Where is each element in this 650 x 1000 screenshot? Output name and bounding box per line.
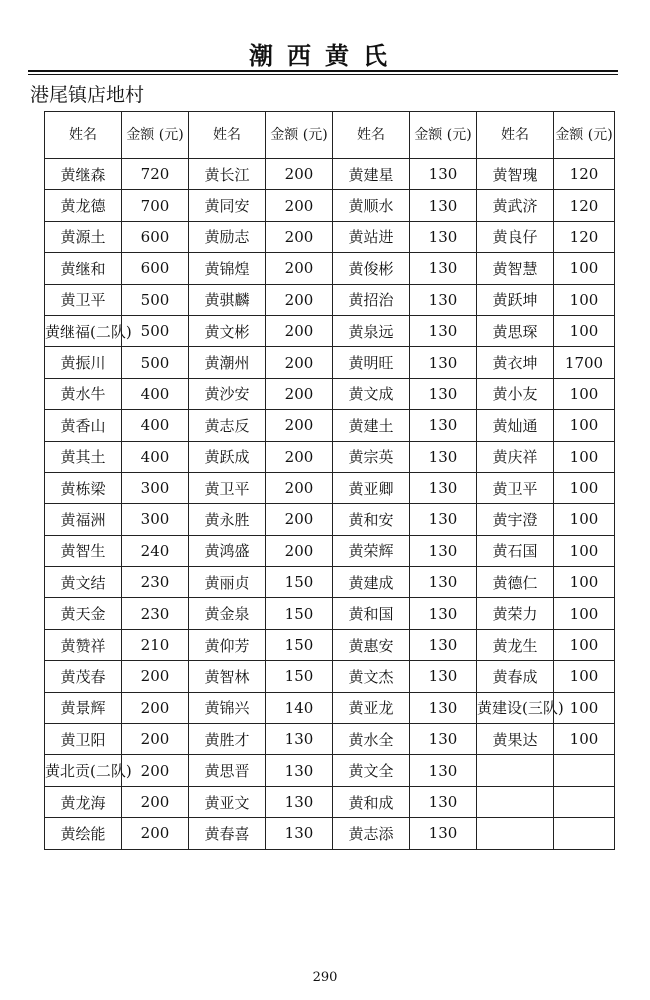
page-number: 290 [312,970,338,985]
donor-name-cell: 黄和成 [333,786,410,817]
donor-amount-cell: 200 [266,347,333,378]
donor-name-cell: 黄卫平 [189,472,266,503]
donor-amount-cell: 130 [410,567,477,598]
donor-name-cell: 黄荣辉 [333,535,410,566]
donor-name-cell: 黄良仔 [477,221,554,252]
donor-name-cell: 黄龙生 [477,629,554,660]
donor-amount-cell: 200 [266,190,333,221]
donor-name-cell: 黄智生 [45,535,122,566]
donor-amount-cell: 200 [266,159,333,190]
donor-amount-cell: 400 [122,378,189,409]
donor-name-cell: 黄景辉 [45,692,122,723]
donor-name-cell: 黄智慧 [477,253,554,284]
donor-amount-cell: 130 [410,378,477,409]
donor-name-cell: 黄春喜 [189,818,266,849]
column-header-amount: 金额 (元) [266,112,333,159]
donor-amount-cell: 200 [122,818,189,849]
donor-amount-cell: 200 [122,661,189,692]
donor-amount-cell: 120 [554,159,615,190]
column-header-amount: 金额 (元) [122,112,189,159]
donor-amount-cell: 150 [266,567,333,598]
donor-amount-cell: 200 [266,504,333,535]
donor-name-cell: 黄卫平 [477,472,554,503]
donor-amount-cell [554,786,615,817]
donor-amount-cell: 1700 [554,347,615,378]
donor-amount-cell: 130 [410,535,477,566]
donor-name-cell: 黄其土 [45,441,122,472]
donor-amount-cell: 100 [554,535,615,566]
donor-name-cell: 黄骐麟 [189,284,266,315]
table-row [45,504,615,535]
donor-amount-cell: 100 [554,567,615,598]
donor-name-cell: 黄福洲 [45,504,122,535]
donor-name-cell: 黄鸿盛 [189,535,266,566]
donor-amount-cell: 130 [266,786,333,817]
donor-name-cell: 黄栋梁 [45,472,122,503]
column-header-name: 姓名 [189,112,266,159]
donor-name-cell: 黄武济 [477,190,554,221]
donor-amount-cell: 100 [554,315,615,346]
donor-amount-cell: 200 [122,755,189,786]
donor-name-cell: 黄德仁 [477,567,554,598]
donor-amount-cell: 300 [122,472,189,503]
donor-name-cell: 黄和国 [333,598,410,629]
donor-amount-cell: 130 [410,441,477,472]
donor-amount-cell: 210 [122,629,189,660]
donor-amount-cell: 100 [554,629,615,660]
section-title: 港尾镇店地村 [30,84,145,106]
donor-amount-cell: 500 [122,284,189,315]
column-header-amount: 金额 (元) [410,112,477,159]
column-header-name: 姓名 [477,112,554,159]
donor-amount-cell: 200 [266,378,333,409]
donor-name-cell: 黄建星 [333,159,410,190]
table-row [45,567,615,598]
donor-amount-cell: 200 [266,221,333,252]
donor-name-cell: 黄绘能 [45,818,122,849]
donor-name-cell: 黄思琛 [477,315,554,346]
donor-amount-cell: 200 [266,472,333,503]
donor-amount-cell: 130 [410,253,477,284]
donor-amount-cell: 100 [554,284,615,315]
table-row [45,253,615,284]
donor-name-cell: 黄跃坤 [477,284,554,315]
donor-amount-cell: 150 [266,598,333,629]
donor-name-cell: 黄宗英 [333,441,410,472]
donor-name-cell: 黄亚龙 [333,692,410,723]
donor-amount-cell: 200 [266,284,333,315]
donor-name-cell: 黄龙海 [45,786,122,817]
donor-name-cell: 黄招治 [333,284,410,315]
donor-amount-cell: 120 [554,190,615,221]
donor-amount-cell: 200 [266,410,333,441]
column-header-amount: 金额 (元) [554,112,615,159]
donor-amount-cell: 130 [266,755,333,786]
donor-name-cell: 黄志添 [333,818,410,849]
donor-name-cell: 黄茂春 [45,661,122,692]
donor-name-cell: 黄继和 [45,253,122,284]
donor-name-cell: 黄泉远 [333,315,410,346]
donor-amount-cell: 130 [410,598,477,629]
donor-name-cell: 黄灿通 [477,410,554,441]
donor-amount-cell: 200 [266,441,333,472]
donor-name-cell: 黄文全 [333,755,410,786]
donor-name-cell: 黄建成 [333,567,410,598]
donor-name-cell: 黄亚文 [189,786,266,817]
table-row [45,755,615,786]
donor-name-cell: 黄站进 [333,221,410,252]
donor-name-cell: 黄同安 [189,190,266,221]
donor-name-cell: 黄庆祥 [477,441,554,472]
donor-amount-cell: 200 [266,315,333,346]
donor-amount-cell: 100 [554,472,615,503]
donor-amount-cell: 130 [410,818,477,849]
donor-amount-cell: 100 [554,692,615,723]
donor-amount-cell: 300 [122,504,189,535]
donor-amount-cell: 130 [410,755,477,786]
donor-amount-cell: 130 [410,661,477,692]
donor-amount-cell: 100 [554,410,615,441]
donor-amount-cell: 200 [266,535,333,566]
donor-name-cell: 黄北贡(二队) [45,755,122,786]
table-row [45,347,615,378]
table-row [45,221,615,252]
donor-amount-cell: 500 [122,347,189,378]
donor-amount-cell: 720 [122,159,189,190]
donor-amount-cell: 100 [554,504,615,535]
donor-name-cell: 黄继森 [45,159,122,190]
donor-name-cell: 黄志反 [189,410,266,441]
donor-table [44,111,615,850]
donor-name-cell: 黄果达 [477,724,554,755]
donor-name-cell: 黄文成 [333,378,410,409]
donor-amount-cell: 130 [410,724,477,755]
donor-amount-cell: 130 [410,786,477,817]
donor-name-cell: 黄丽贞 [189,567,266,598]
donor-amount-cell: 130 [410,629,477,660]
donor-amount-cell: 100 [554,253,615,284]
donor-amount-cell: 400 [122,410,189,441]
table-header-row [45,112,615,159]
donor-amount-cell: 230 [122,598,189,629]
donor-name-cell: 黄亚卿 [333,472,410,503]
donor-amount-cell: 500 [122,315,189,346]
donor-amount-cell: 200 [122,786,189,817]
donor-name-cell: 黄惠安 [333,629,410,660]
donor-name-cell: 黄文杰 [333,661,410,692]
donor-name-cell: 黄卫平 [45,284,122,315]
table-row [45,786,615,817]
donor-amount-cell [554,755,615,786]
donor-name-cell: 黄香山 [45,410,122,441]
donor-amount-cell: 200 [122,692,189,723]
donor-amount-cell: 130 [410,692,477,723]
donor-name-cell: 黄衣坤 [477,347,554,378]
donor-name-cell: 黄和安 [333,504,410,535]
header-rule-thin [28,74,618,75]
donor-name-cell: 黄思晋 [189,755,266,786]
donor-amount-cell: 600 [122,221,189,252]
donor-name-cell: 黄跃成 [189,441,266,472]
donor-name-cell: 黄锦煌 [189,253,266,284]
table-row [45,441,615,472]
donor-name-cell: 黄长江 [189,159,266,190]
donor-amount-cell: 240 [122,535,189,566]
donor-name-cell: 黄天金 [45,598,122,629]
donor-name-cell: 黄宇澄 [477,504,554,535]
table-row [45,661,615,692]
donor-amount-cell: 140 [266,692,333,723]
donor-amount-cell: 100 [554,378,615,409]
donor-amount-cell: 130 [266,818,333,849]
donor-amount-cell: 130 [266,724,333,755]
donor-name-cell: 黄胜才 [189,724,266,755]
donor-name-cell: 黄建设(三队) [477,692,554,723]
donor-name-cell: 黄继福(二队) [45,315,122,346]
donor-name-cell: 黄龙德 [45,190,122,221]
donor-name-cell: 黄春成 [477,661,554,692]
donor-amount-cell: 130 [410,190,477,221]
donor-name-cell: 黄智林 [189,661,266,692]
table-row [45,535,615,566]
donor-amount-cell: 400 [122,441,189,472]
donor-name-cell: 黄永胜 [189,504,266,535]
table-row [45,629,615,660]
column-header-name: 姓名 [333,112,410,159]
table-row [45,410,615,441]
donor-name-cell [477,818,554,849]
donor-amount-cell: 130 [410,315,477,346]
donor-amount-cell: 700 [122,190,189,221]
donor-amount-cell: 130 [410,221,477,252]
donor-amount-cell: 130 [410,472,477,503]
table-row [45,818,615,849]
donor-name-cell [477,786,554,817]
table-row [45,190,615,221]
donor-amount-cell: 600 [122,253,189,284]
donor-amount-cell: 230 [122,567,189,598]
donor-name-cell: 黄俊彬 [333,253,410,284]
donor-name-cell: 黄建土 [333,410,410,441]
donor-name-cell: 黄卫阳 [45,724,122,755]
donor-name-cell: 黄智瑰 [477,159,554,190]
donor-amount-cell: 200 [122,724,189,755]
donor-name-cell: 黄荣力 [477,598,554,629]
donor-amount-cell: 100 [554,598,615,629]
donor-amount-cell: 150 [266,661,333,692]
table-row [45,315,615,346]
table-row [45,378,615,409]
donor-name-cell: 黄顺水 [333,190,410,221]
donor-amount-cell: 150 [266,629,333,660]
table-row [45,159,615,190]
donor-name-cell: 黄金泉 [189,598,266,629]
donor-name-cell: 黄源土 [45,221,122,252]
donor-name-cell: 黄振川 [45,347,122,378]
donor-name-cell: 黄潮州 [189,347,266,378]
header-rule [28,70,618,72]
donor-name-cell: 黄石国 [477,535,554,566]
donor-amount-cell: 100 [554,661,615,692]
donor-name-cell: 黄文彬 [189,315,266,346]
donor-amount-cell: 120 [554,221,615,252]
table-row [45,692,615,723]
page-header-title: 潮西黄氏 [249,42,401,70]
table-row [45,598,615,629]
donor-name-cell: 黄励志 [189,221,266,252]
donor-name-cell: 黄小友 [477,378,554,409]
column-header-name: 姓名 [45,112,122,159]
donor-name-cell: 黄赞祥 [45,629,122,660]
donor-amount-cell: 100 [554,441,615,472]
donor-name-cell: 黄锦兴 [189,692,266,723]
donor-amount-cell: 130 [410,410,477,441]
donor-amount-cell: 200 [266,253,333,284]
table-row [45,472,615,503]
donor-amount-cell: 130 [410,284,477,315]
donor-amount-cell: 100 [554,724,615,755]
donor-name-cell: 黄水牛 [45,378,122,409]
table-row [45,724,615,755]
table-row [45,284,615,315]
donor-amount-cell: 130 [410,347,477,378]
donor-amount-cell: 130 [410,504,477,535]
donor-name-cell: 黄文结 [45,567,122,598]
donor-name-cell: 黄明旺 [333,347,410,378]
donor-name-cell: 黄仰芳 [189,629,266,660]
donor-name-cell: 黄水全 [333,724,410,755]
donor-name-cell: 黄沙安 [189,378,266,409]
donor-amount-cell: 130 [410,159,477,190]
donor-amount-cell [554,818,615,849]
table-body [45,159,615,850]
donor-name-cell [477,755,554,786]
